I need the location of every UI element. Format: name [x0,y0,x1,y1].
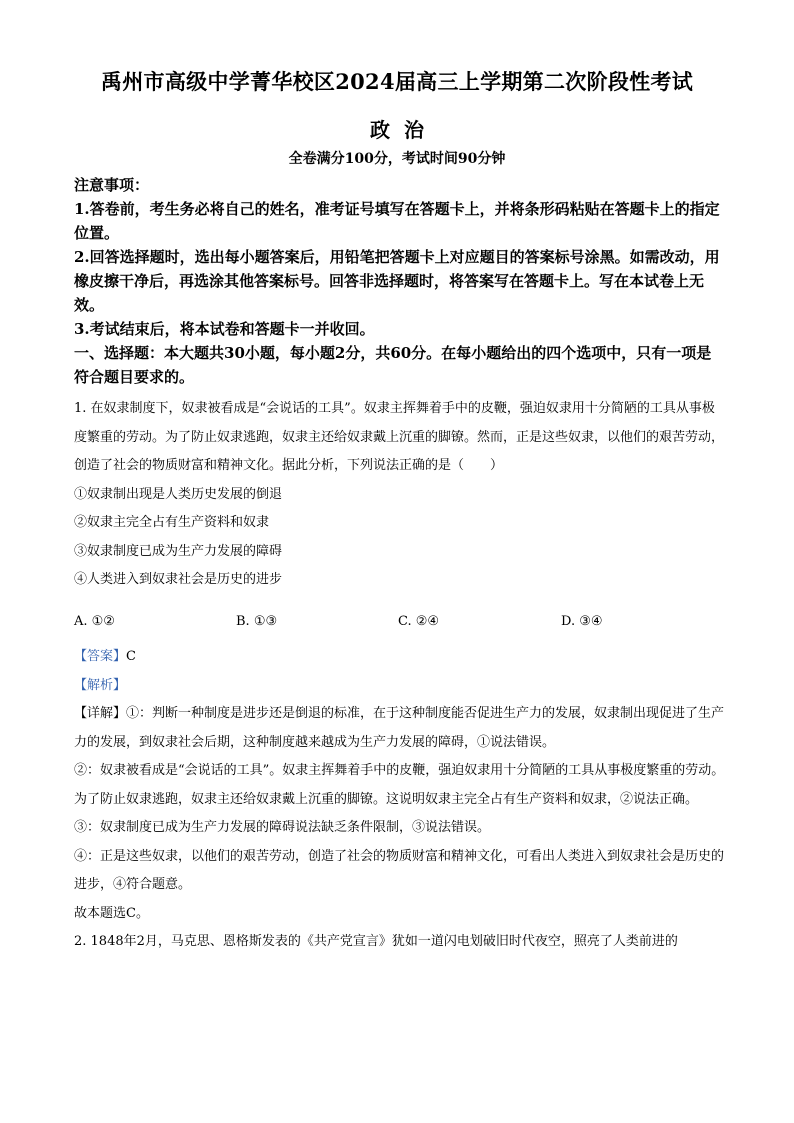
option-c: C. ②④ [398,614,440,629]
section-heading: 一、选择题：本大题共30小题，每小题2分，共60分。在每小题给出的四个选项中，只有一项是符合题目要求的。 [74,344,712,386]
score-time-line: 全卷满分100分，考试时间90分钟 [288,151,506,167]
detail-text-1: ①：判断一种制度是进步还是倒退的标准，在于这种制度能否促进生产力的发展，奴隶制出现促进了生产力的发展，到奴隶社会后期，这种制度越来越成为生产力发展的障碍，①说法错误。 [74,706,725,750]
statement-3: ③奴隶制度已成为生产力发展的障碍 [74,543,283,559]
question-1-stem: 1. 在奴隶制度下，奴隶被看成是“会说话的工具”。奴隶主挥舞着手中的皮鞭，强迫奴隶用十分简陋的工具从事极度繁重的劳动。为了防止奴隶逃跑，奴隶主还给奴隶戴上沉重的脚镣。然而，正是这些奴隶，以他们的艰苦劳动，创造了社会的物质财富和精神文化。据此分析，下列说法正确的是（ ） [74,401,725,473]
answer-value: C [126,649,136,664]
answer-line [74,643,726,672]
detail-line-3: ③：奴隶制度已成为生产力发展的障碍说法缺乏条件限制，③说法错误。 [74,820,491,835]
notice-heading: 注意事项： [74,176,150,194]
detail-line-1 [74,700,726,757]
notice-item-1: 1.答卷前，考生务必将自己的姓名，准考证号填写在答题卡上，并将条形码粘贴在答题卡上的指定位置。 [74,200,720,242]
question-1-options [74,614,724,638]
option-a: A. ①② [74,614,115,629]
detail-line-2: ②：奴隶被看成是“会说话的工具”。奴隶主挥舞着手中的皮鞭，强迫奴隶用十分简陋的工具从事极度繁重的劳动。为了防止奴隶逃跑，奴隶主还给奴隶戴上沉重的脚镣。这说明奴隶主完全占有生产资料和奴隶，②说法正确。 [74,763,725,807]
statement-2: ②奴隶主完全占有生产资料和奴隶 [74,515,270,530]
detail-tag: 【详解】 [74,706,127,721]
analysis-tag: 【解析】 [74,677,127,693]
conclusion-line: 故本题选C。 [74,905,149,921]
answer-tag: 【答案】 [74,649,127,664]
notice-section [74,173,724,389]
option-d: D. ③④ [561,614,603,629]
statement-4: ④人类进入到奴隶社会是历史的进步 [74,572,283,587]
question-1-solution [74,643,726,957]
statement-1: ①奴隶制出现是人类历史发展的倒退 [74,486,283,502]
question-2-stem: 2. 1848年2月，马克思、恩格斯发表的《共产党宣言》犹如一道闪电划破旧时代夜空，照亮了人类前进的 [74,934,678,949]
analysis-line [74,672,726,701]
option-b: B. ①③ [236,614,278,629]
detail-line-4: ④：正是这些奴隶，以他们的艰苦劳动，创造了社会的物质财富和精神文化，可看出人类进入到奴隶社会是历史的进步，④符合题意。 [74,848,725,892]
subject-title: 政治 [370,118,438,142]
exam-title: 禹州市高级中学菁华校区2024届高三上学期第二次阶段性考试 [100,69,694,94]
question-1-stem-block [74,395,726,595]
notice-item-2: 2.回答选择题时，选出每小题答案后，用铅笔把答题卡上对应题目的答案标号涂黑。如需改动，用橡皮擦干净后，再选涂其他答案标号。回答非选择题时，将答案写在答题卡上。写在本试卷上无效。 [74,248,720,314]
notice-item-3: 3.考试结束后，将本试卷和答题卡一并收回。 [74,320,375,338]
